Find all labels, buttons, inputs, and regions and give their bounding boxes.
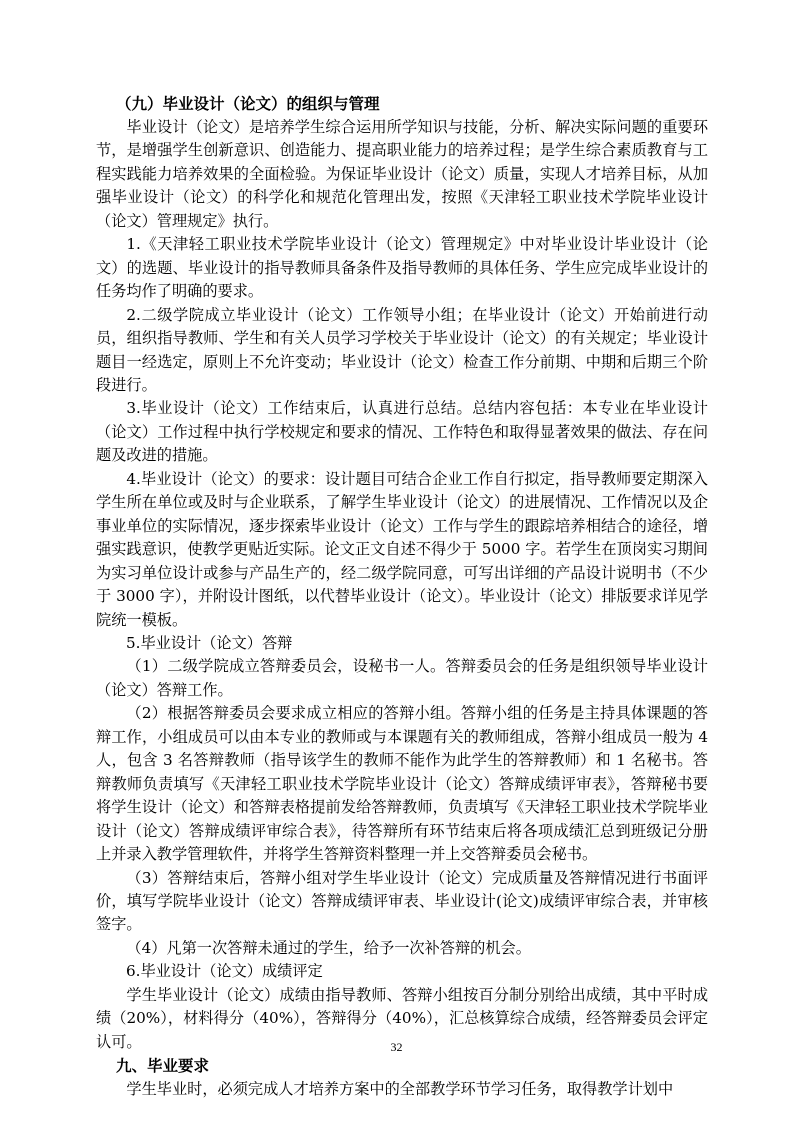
section-heading-organization: （九）毕业设计（论文）的组织与管理 [116,95,380,113]
subsection-title-defense: 5.毕业设计（论文）答辩 [126,633,293,652]
paragraph-item-1: 1.《天津轻工职业技术学院毕业设计（论文）管理规定》中对毕业设计毕业设计（论文）的选题、毕业设计的指导教师具备条件及指导教师的具体任务、学生应完成毕业设计的任务均作了明确的要求。 [96,235,708,301]
page-content [96,92,708,1102]
subsection-title-grading: 6.毕业设计（论文）成绩评定 [126,962,323,981]
paragraph-graduation: 学生毕业时，必须完成人才培养方案中的全部教学环节学习任务，取得教学计划中 [126,1080,674,1099]
section-heading-graduation: 九、毕业要求 [116,1057,210,1076]
defense-item-2: （2）根据答辩委员会要求成立相应的答辩小组。答辩小组的任务是主持具体课题的答辩工作，小组成员可以由本专业的教师或与本课题有关的教师组成，答辩小组成员一般为 4 人，包含 3 名答辩教师（指导该学生的教师不能作为此学生的答辩教师）和 1 名秘书。答辩教师负责填写《天津轻工职业技术学院毕业设计（论文）答辩成绩评审表》，答辩秘书要将学生设计（论文）和答辩表格提前发给答辩教师，负责填写《天津轻工职业技术学院毕业设计（论文）答辩成绩评审综合表》，待答辩所有环节结束后将各项成绩汇总到班级记分册上并录入教学管理软件，并将学生答辩资料整理一并上交答辩委员会秘书。 [96,704,708,864]
paragraph-item-3: 3.毕业设计（论文）工作结束后，认真进行总结。总结内容包括：本专业在毕业设计（论文）工作过程中执行学校规定和要求的情况、工作特色和取得显著效果的做法、存在问题及改进的措施。 [96,399,708,465]
defense-item-3: （3）答辩结束后，答辩小组对学生毕业设计（论文）完成质量及答辩情况进行书面评价，填写学院毕业设计（论文）答辩成绩评审表、毕业设计(论文)成绩评审综合表，并审核签字。 [96,868,708,934]
paragraph-item-4: 4.毕业设计（论文）的要求：设计题目可结合企业工作自行拟定，指导教师要定期深入学生所在单位或及时与企业联系，了解学生毕业设计（论文）的进展情况、工作情况以及企事业单位的实际情况，逐步探索毕业设计（论文）工作与学生的跟踪培养相结合的途径，增强实践意识，使教学更贴近实际。论文正文自述不得少于 5000 字。若学生在顶岗实习期间为实习单位设计或参与产品生产的，经二级学院同意，可写出详细的产品设计说明书（不少于 3000 字），并附设计图纸，以代替毕业设计（论文）。毕业设计（论文）排版要求详见学院统一模板。 [96,469,708,629]
paragraph-grading: 学生毕业设计（论文）成绩由指导教师、答辩小组按百分制分别给出成绩，其中平时成绩（20%），材料得分（40%），答辩得分（40%），汇总核算综合成绩，经答辩委员会评定认可。 [96,985,708,1051]
defense-item-4: （4）凡第一次答辩未通过的学生，给予一次补答辩的机会。 [126,938,531,957]
defense-item-1: （1）二级学院成立答辩委员会，设秘书一人。答辩委员会的任务是组织领导毕业设计（论文）答辩工作。 [96,657,708,699]
paragraph-intro: 毕业设计（论文）是培养学生综合运用所学知识与技能，分析、解决实际问题的重要环节，是增强学生创新意识、创造能力、提高职业能力的培养过程；是学生综合素质教育与工程实践能力培养效果的全面检验。为保证毕业设计（论文）质量，实现人才培养目标，从加强毕业设计（论文）的科学化和规范化管理出发，按照《天津轻工职业技术学院毕业设计（论文）管理规定》执行。 [96,118,708,230]
page-number: 32 [390,1040,403,1054]
paragraph-item-2: 2.二级学院成立毕业设计（论文）工作领导小组；在毕业设计（论文）开始前进行动员，组织指导教师、学生和有关人员学习学校关于毕业设计（论文）的有关规定；毕业设计题目一经选定，原则上不允许变动；毕业设计（论文）检查工作分前期、中期和后期三个阶段进行。 [96,305,708,394]
